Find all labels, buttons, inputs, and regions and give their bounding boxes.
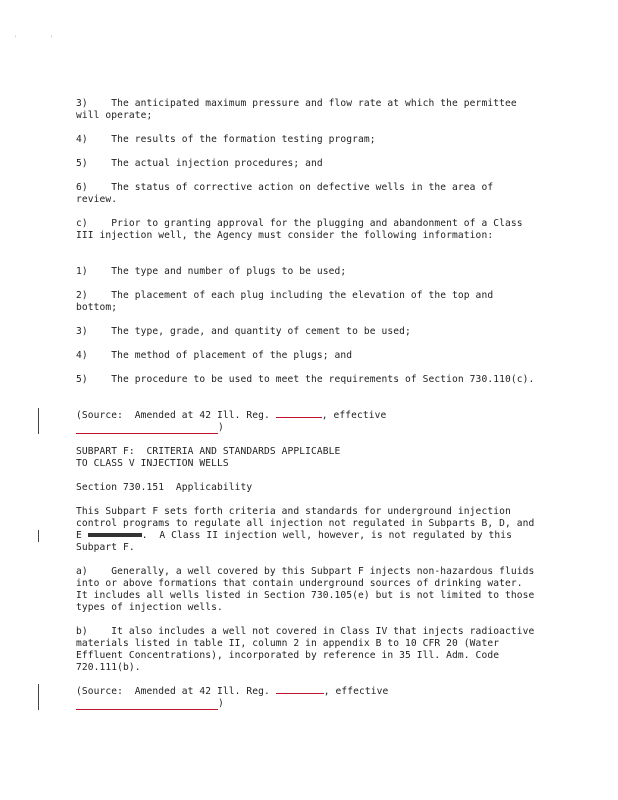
item-3: 3) The anticipated maximum pressure and flow rate at which the permittee will operate; [76,98,523,121]
subpart-line-1: SUBPART F: CRITERIA AND STANDARDS APPLICABLE [76,446,341,457]
intro-text-cont: . A Class II injection well, however, is not regulated by this Subpart F. [76,530,518,553]
source-prefix: (Source: Amended at 42 Ill. Reg. [76,410,276,421]
paragraph-b: b) It also includes a well not covered in Class IV that injects radioactive materials listed in table II, column 2 in appendix B to 10 CFR 20 (Water Effluent Concentrations), incorporated by reference in 35 Ill. Adm. Code 720.111(b). [76,626,541,673]
source-note-1 [76,410,536,434]
source-suffix: , effective [321,410,387,421]
item-6: 6) The status of corrective action on defective wells in the area of review. [76,182,500,205]
source-end: ) [218,698,224,709]
section-heading: Section 730.151 Applicability [76,482,253,493]
item-c1: 1) The type and number of plugs to be used; [76,266,347,277]
scan-mark: ' [49,35,54,42]
source-note-2 [76,686,536,710]
blank-reg-number [276,417,322,418]
subpart-line-2: TO CLASS V INJECTION WELLS [76,458,229,469]
subpart-heading [76,446,536,470]
item-c3: 3) The type, grade, and quantity of cement to be used; [76,326,411,337]
intro-paragraph [76,506,541,554]
source-prefix: (Source: Amended at 42 Ill. Reg. [76,686,276,697]
scan-marks [14,33,81,45]
intro-text: This Subpart F sets forth criteria and standards for underground injection control programs to regulate all injection not regulated in Subparts B, D, and E [76,506,541,541]
subsection-c: c) Prior to granting approval for the plugging and abandonment of a Class III injection well, the Agency must consider the following information: [76,218,529,241]
change-bar [38,684,39,710]
blank-reg-number [276,693,324,694]
struck-text [88,533,142,537]
source-end: ) [218,422,224,433]
paragraph-a: a) Generally, a well covered by this Subpart F injects non-hazardous fluids into or above formations that contain underground sources of drinking water. It includes all wells listed in Section 730.105(e) but is not limited to those types of injection wells. [76,566,541,613]
source-suffix: , effective [323,686,389,697]
blank-effective-date [76,699,218,710]
blank-effective-date [76,423,218,434]
item-4: 4) The results of the formation testing program; [76,134,376,145]
item-c4: 4) The method of placement of the plugs; and [76,350,353,361]
scan-mark: ' [14,35,18,42]
item-c5: 5) The procedure to be used to meet the requirements of Section 730.110(c). [76,374,535,385]
change-bar [38,408,39,434]
item-5: 5) The actual injection procedures; and [76,158,323,169]
change-bar [38,530,39,542]
item-c2: 2) The placement of each plug including the elevation of the top and bottom; [76,290,500,313]
